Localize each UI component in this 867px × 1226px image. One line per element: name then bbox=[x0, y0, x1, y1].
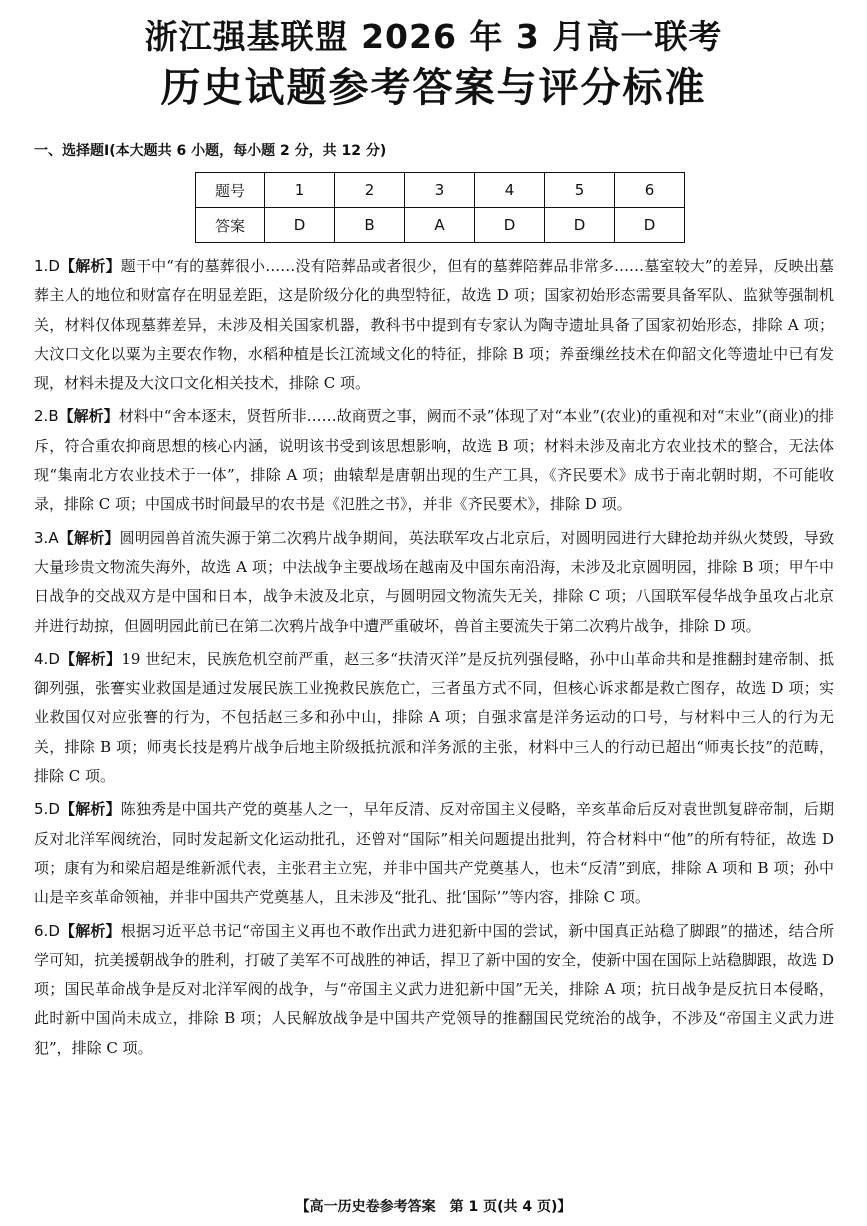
question-number: 4. bbox=[34, 649, 49, 668]
answer-table-number-row bbox=[196, 173, 685, 208]
analysis-tag: 【解析】 bbox=[59, 921, 121, 940]
explanation-item bbox=[34, 402, 834, 519]
question-number-cell: 6 bbox=[615, 173, 685, 208]
row-label-answer: 答案 bbox=[196, 208, 265, 243]
answer-table bbox=[195, 172, 685, 243]
section-heading: 一、选择题Ⅰ(本大题共 6 小题，每小题 2 分，共 12 分) bbox=[34, 143, 387, 159]
analysis-tag: 【解析】 bbox=[58, 528, 120, 547]
explanation-item bbox=[34, 252, 834, 398]
explanation-item bbox=[34, 795, 834, 912]
answer-cell: D bbox=[475, 208, 545, 243]
explanation-text: 根据习近平总书记“帝国主义再也不敢作出武力进犯新中国的尝试，新中国真正站稳了脚跟”的描述，结合所学可知，抗美援朝战争的胜利，打破了美军不可战胜的神话，捍卫了新中国的安全，使新中国在国际上站稳脚跟，故选 D 项；国民革命战争是反对北洋军阀的战争，与“帝国主义武力进犯新中国”无关，排除 A 项；抗日战争是反抗日本侵略，此时新中国尚未成立，排除 B 项；人民解放战争是中国共产党领导的推翻国民党统治的战争，不涉及“帝国主义武力进犯”，排除 C 项。 bbox=[34, 921, 834, 1057]
explanation-item bbox=[34, 645, 834, 791]
explanation-item bbox=[34, 917, 834, 1063]
document-subtitle: 历史试题参考答案与评分标准 bbox=[160, 65, 707, 111]
question-answer: D bbox=[48, 257, 60, 275]
explanations-list bbox=[34, 252, 834, 1067]
question-number-cell: 3 bbox=[405, 173, 475, 208]
explanation-item bbox=[34, 524, 834, 641]
question-number: 6. bbox=[34, 921, 49, 940]
question-answer: B bbox=[48, 407, 59, 426]
answer-cell: B bbox=[335, 208, 405, 243]
question-answer: D bbox=[48, 921, 60, 940]
explanation-text: 陈独秀是中国共产党的奠基人之一，早年反清、反对帝国主义侵略，辛亥革命后反对袁世凯复辟帝制，后期反对北洋军阀统治，同时发起新文化运动批孔，还曾对“国际”相关问题提出批判，符合材料中“他”的所有特征，故选 D 项；康有为和梁启超是维新派代表，主张君主立宪，并非中国共产党奠基人，也未“反清”到底，排除 A 项和 B 项；孙中山是辛亥革命领袖，并非中国共产党奠基人，且未涉及“批孔、批‘国际’”等内容，排除 C 项。 bbox=[34, 800, 834, 907]
question-answer: A bbox=[48, 528, 59, 547]
answer-table-answer-row bbox=[196, 208, 685, 243]
document-title: 浙江强基联盟 2026 年 3 月高一联考 bbox=[144, 17, 723, 56]
question-number: 1. bbox=[34, 257, 49, 275]
answer-cell: D bbox=[545, 208, 615, 243]
question-number-cell: 5 bbox=[545, 173, 615, 208]
explanation-text: 材料中“舍本逐末，贤哲所非……故商贾之事，阙而不录”体现了对“本业”(农业)的重视和对“末业”(商业)的排斥，符合重农抑商思想的核心内涵，说明该书受到该思想影响，故选 B 项；材料未涉及南北方农业技术的整合，无法体现“集南北方农业技术于一体”，排除 A 项；曲辕犁是唐朝出现的生产工具，《齐民要术》成书于南北朝时期，不可能收录，排除 C 项；中国成书时间最早的农书是《氾胜之书》，并非《齐民要术》，排除 D 项。 bbox=[34, 407, 834, 514]
answer-cell: D bbox=[265, 208, 335, 243]
analysis-tag: 【解析】 bbox=[59, 800, 121, 819]
question-number-cell: 4 bbox=[475, 173, 545, 208]
analysis-tag: 【解析】 bbox=[58, 407, 119, 426]
analysis-tag: 【解析】 bbox=[59, 649, 122, 668]
answer-cell: D bbox=[615, 208, 685, 243]
question-answer: D bbox=[48, 649, 60, 668]
question-number: 2. bbox=[34, 407, 49, 426]
question-number-cell: 1 bbox=[265, 173, 335, 208]
question-number-cell: 2 bbox=[335, 173, 405, 208]
answer-cell: A bbox=[405, 208, 475, 243]
question-answer: D bbox=[48, 800, 60, 819]
page-footer: 【高一历史卷参考答案 第 1 页(共 4 页)】 bbox=[295, 1199, 572, 1215]
explanation-text: 圆明园兽首流失源于第二次鸦片战争期间，英法联军攻占北京后，对圆明园进行大肆抢劫并纵火焚毁，导致大量珍贵文物流失海外，故选 A 项；中法战争主要战场在越南及中国东南沿海，未涉及北京圆明园，排除 B 项；甲午中日战争的交战双方是中国和日本，战争未波及北京，与圆明园文物流失无关，排除 C 项；八国联军侵华战争虽攻占北京并进行劫掠，但圆明园此前已在第二次鸦片战争中遭严重破坏，兽首主要流失于第二次鸦片战争，排除 D 项。 bbox=[34, 528, 834, 635]
question-number: 5. bbox=[34, 800, 49, 819]
analysis-tag: 【解析】 bbox=[59, 257, 121, 275]
explanation-text: 19 世纪末，民族危机空前严重，赵三多“扶清灭洋”是反抗列强侵略，孙中山革命共和是推翻封建帝制、抵御列强，张謇实业救国是通过发展民族工业挽救民族危亡，三者虽方式不同，但核心诉求都是救亡图存，故选 D 项；实业救国仅对应张謇的行为，不包括赵三多和孙中山，排除 A 项；自强求富是洋务运动的口号，与材料中三人的行为无关，排除 B 项；师夷长技是鸦片战争后地主阶级抵抗派和洋务派的主张，材料中三人的行动已超出“师夷长技”的范畴，排除 C 项。 bbox=[34, 649, 834, 786]
explanation-text: 题干中“有的墓葬很小……没有陪葬品或者很少，但有的墓葬陪葬品非常多……墓室较大”的差异，反映出墓葬主人的地位和财富存在明显差距，这是阶级分化的典型特征，故选 D 项；国家初始形态需要具备军队、监狱等强制机关，材料仅体现墓葬差异，未涉及相关国家机器，教科书中提到有专家认为陶寺遗址具备了国家初始形态，排除 A 项；大汶口文化以粟为主要农作物，水稻种植是长江流域文化的特征，排除 B 项；养蚕缫丝技术在仰韶文化等遗址中已有发现，材料未提及大汶口文化相关技术，排除 C 项。 bbox=[34, 257, 834, 393]
question-number: 3. bbox=[34, 528, 49, 547]
row-label-question-number: 题号 bbox=[196, 173, 265, 208]
